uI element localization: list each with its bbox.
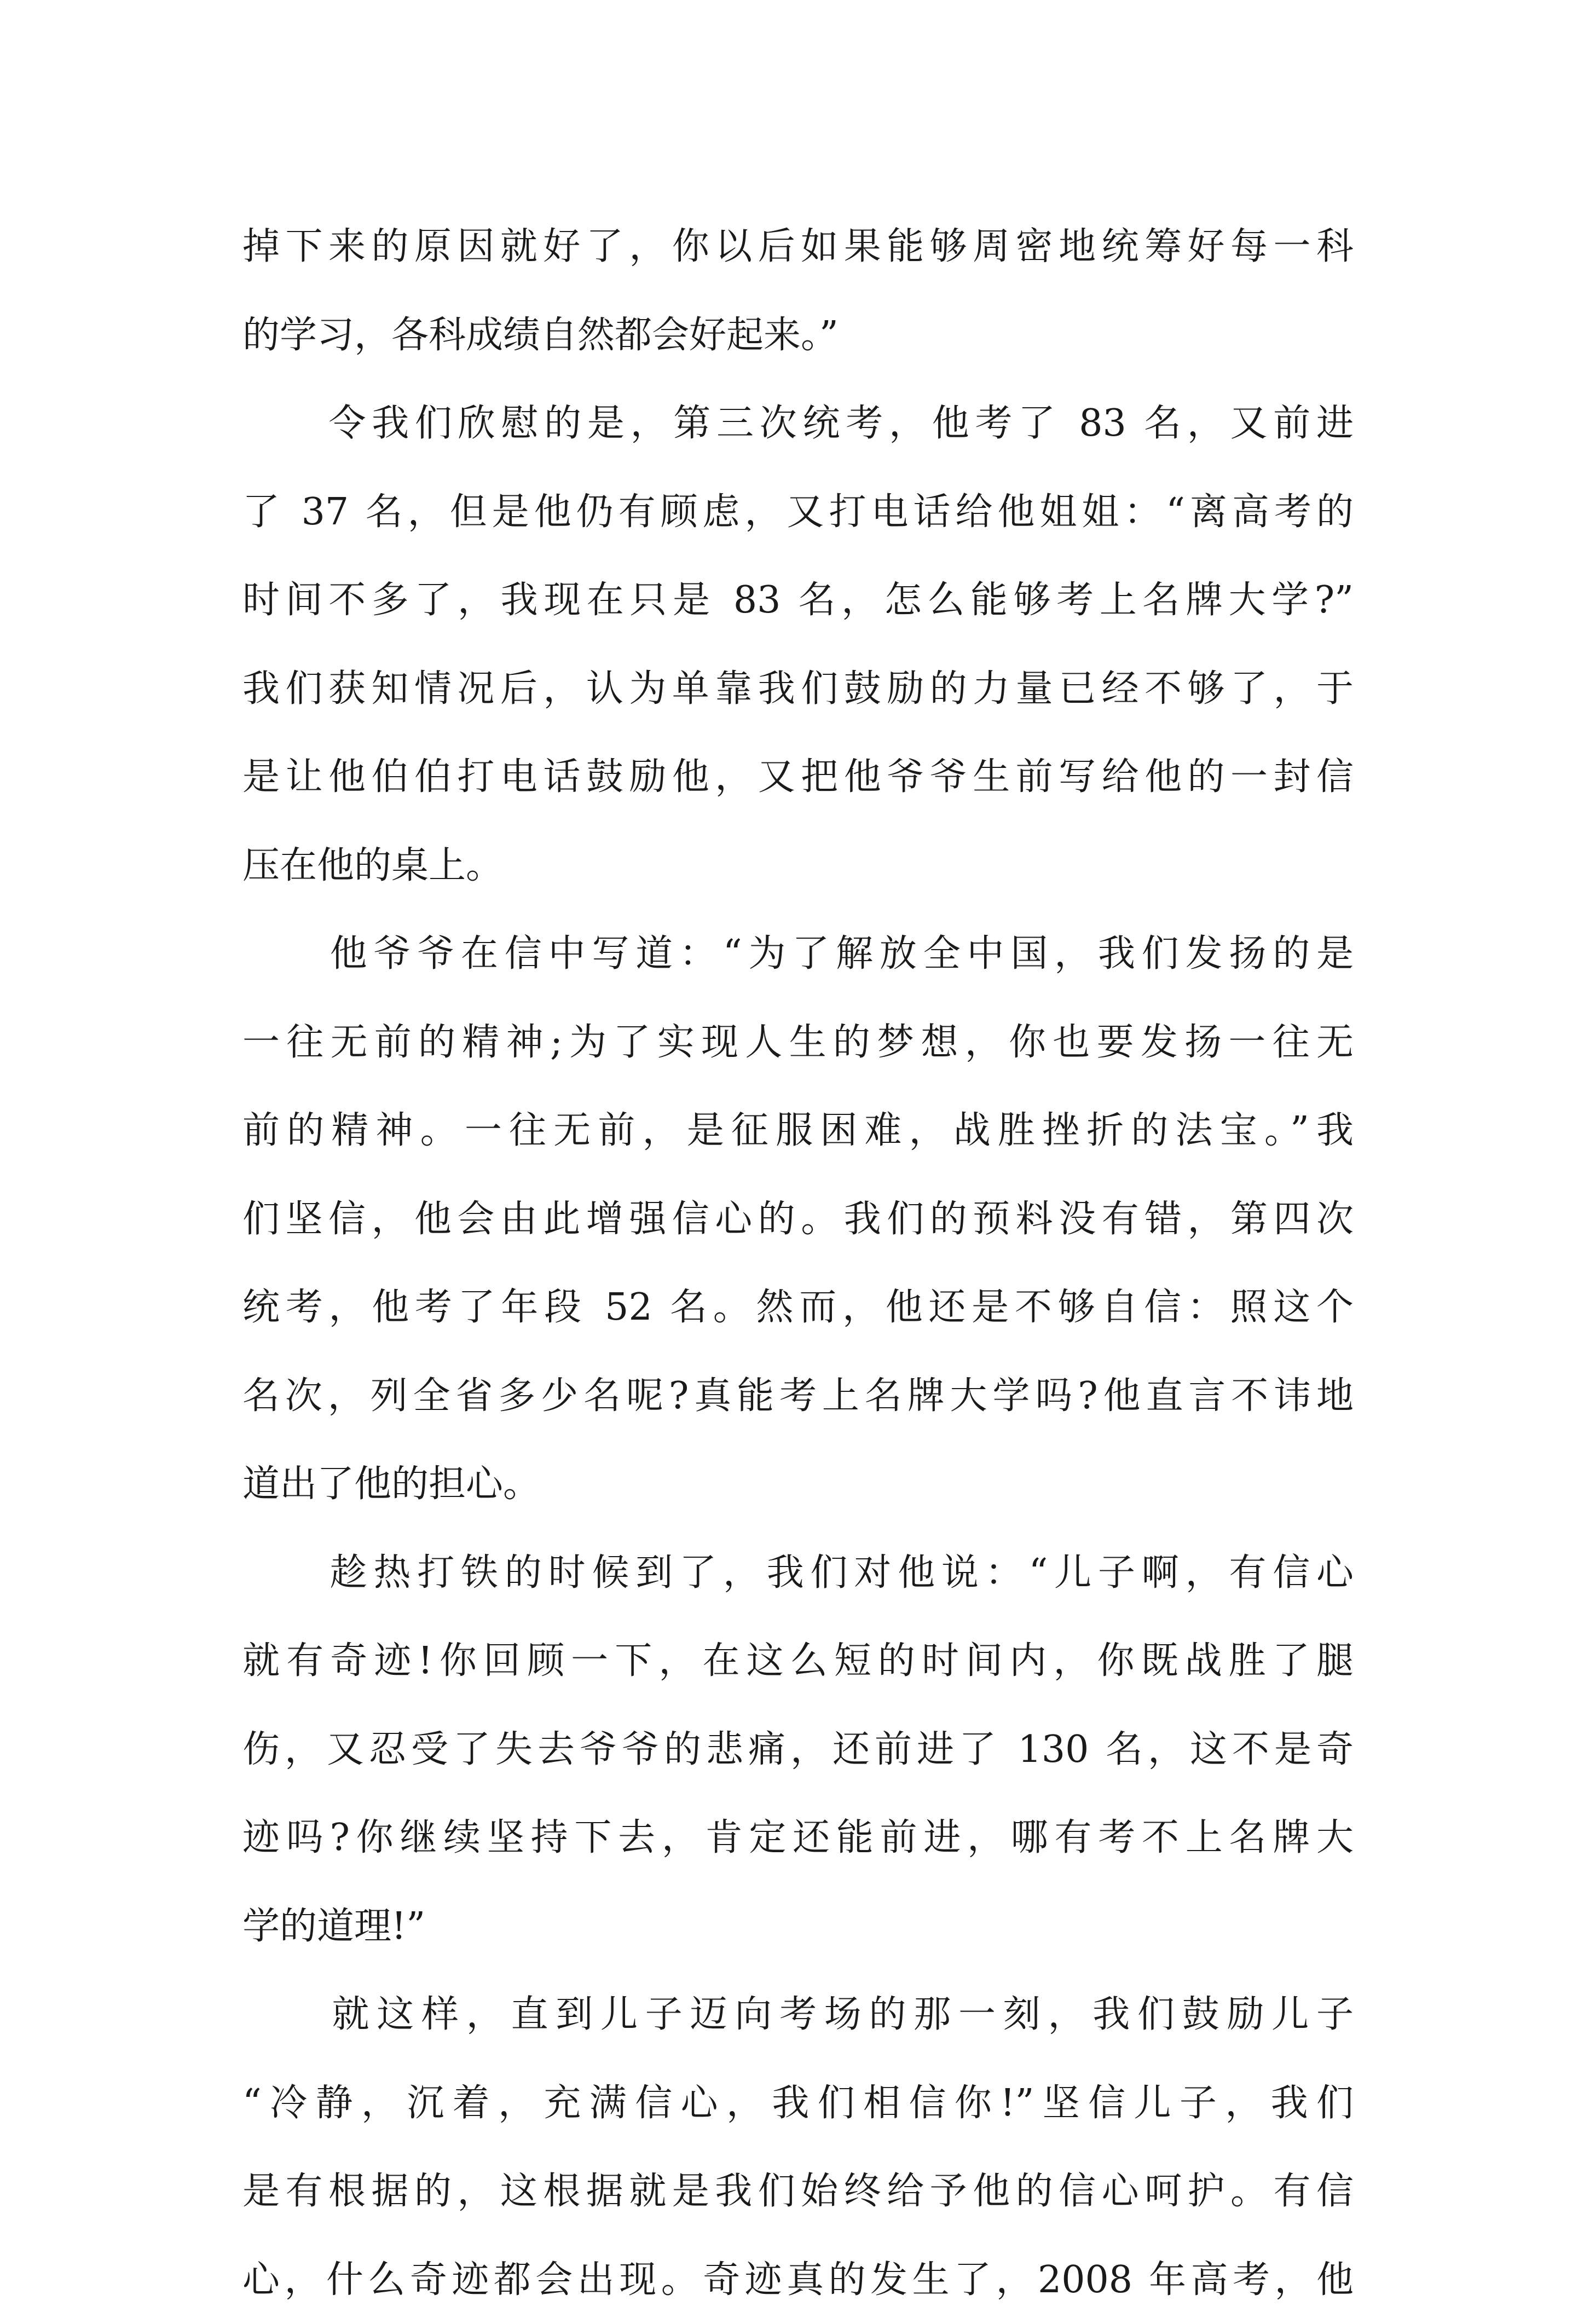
- text-line: 统考，他考了年段 52 名。然而，他还是不够自信：照这个: [242, 1263, 1354, 1352]
- text-line: 压在他的桌上。: [242, 822, 1354, 910]
- text-line: 的学习，各科成绩自然都会好起来。”: [242, 291, 1354, 380]
- paragraph-first-line: 他爷爷在信中写道：“为了解放全中国，我们发扬的是: [242, 910, 1354, 998]
- text-line: 掉下来的原因就好了，你以后如果能够周密地统筹好每一科: [242, 203, 1354, 291]
- text-line: 伤，又忍受了失去爷爷的悲痛，还前进了 130 名，这不是奇: [242, 1706, 1354, 1794]
- text-line: 我们获知情况后，认为单靠我们鼓励的力量已经不够了，于: [242, 645, 1354, 733]
- paragraph-first-line: 令我们欣慰的是，第三次统考，他考了 83 名，又前进: [242, 379, 1354, 468]
- text-line: 前的精神。一往无前，是征服困难，战胜挫折的法宝。”我: [242, 1086, 1354, 1175]
- text-line: 一往无前的精神;为了实现人生的梦想，你也要发扬一往无: [242, 998, 1354, 1087]
- text-line: 是有根据的，这根据就是我们始终给予他的信心呵护。有信: [242, 2147, 1354, 2236]
- body-text: [242, 203, 1354, 2324]
- text-line: “冷静，沉着，充满信心，我们相信你!”坚信儿子，我们: [242, 2059, 1354, 2148]
- text-line: 名次，列全省多少名呢?真能考上名牌大学吗?他直言不讳地: [242, 1352, 1354, 1441]
- paragraph-first-line: 就这样，直到儿子迈向考场的那一刻，我们鼓励儿子: [242, 1970, 1354, 2059]
- paragraph-first-line: 趁热打铁的时候到了，我们对他说：“儿子啊，有信心: [242, 1529, 1354, 1617]
- text-line: 是让他伯伯打电话鼓励他，又把他爷爷生前写给他的一封信: [242, 733, 1354, 822]
- text-line: 时间不多了，我现在只是 83 名，怎么能够考上名牌大学?”: [242, 556, 1354, 645]
- text-line: 学的道理!”: [242, 1882, 1354, 1971]
- text-line: 们坚信，他会由此增强信心的。我们的预料没有错，第四次: [242, 1175, 1354, 1264]
- text-line: 了 37 名，但是他仍有顾虑，又打电话给他姐姐：“离高考的: [242, 468, 1354, 557]
- text-line: 迹吗?你继续坚持下去，肯定还能前进，哪有考不上名牌大: [242, 1794, 1354, 1882]
- text-line: 就有奇迹!你回顾一下，在这么短的时间内，你既战胜了腿: [242, 1617, 1354, 1706]
- text-line: 心，什么奇迹都会出现。奇迹真的发生了，2008 年高考，他: [242, 2236, 1354, 2324]
- text-line: 道出了他的担心。: [242, 1440, 1354, 1529]
